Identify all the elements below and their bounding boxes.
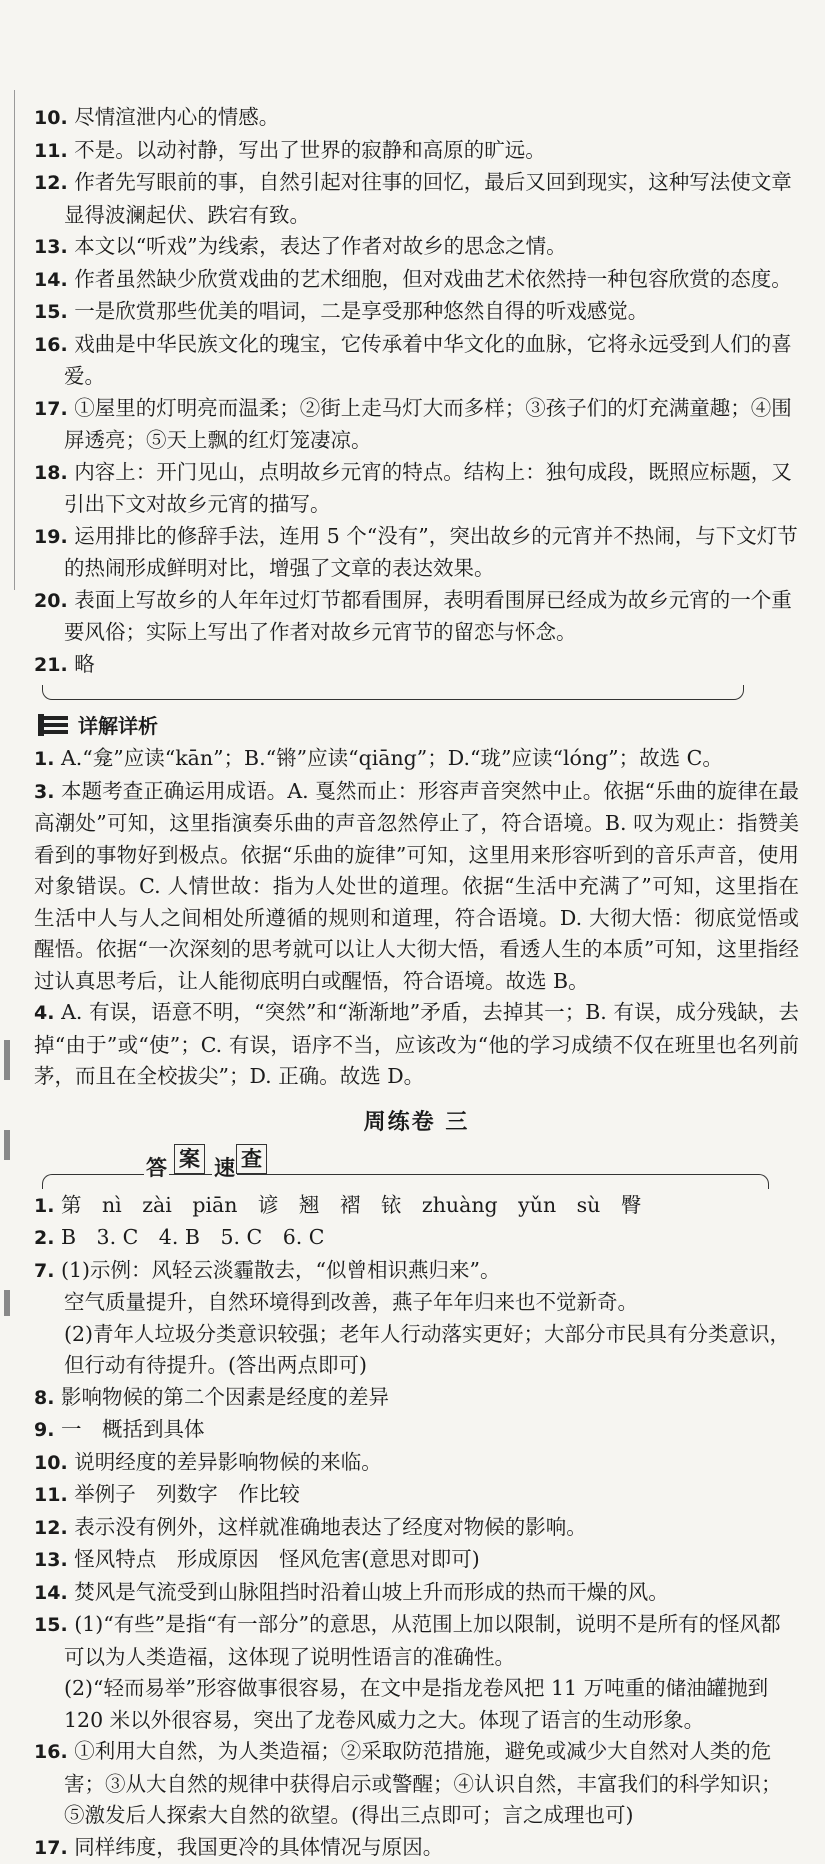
list-item [34, 102, 799, 135]
item-text: 作者虽然缺少欣赏戏曲的艺术细胞，但对戏曲艺术依然持一种包容欣赏的态度。 [74, 267, 792, 291]
item-line: 影响物候的第二个因素是经度的差异 [61, 1385, 389, 1409]
item-text: 戏曲是中华民族文化的瑰宝，它传承着中华文化的血脉，它将永远受到人们的喜爱。 [64, 332, 792, 389]
item-line: 空气质量提升，自然环境得到改善，燕子年年归来也不觉新奇。 [64, 1287, 799, 1319]
item-text: 一是欣赏那些优美的唱词，二是享受那种悠然自得的听戏感觉。 [74, 299, 648, 323]
item-number: 17. [34, 1837, 68, 1859]
detail-paragraph [34, 776, 799, 998]
detail-paragraph [34, 997, 799, 1093]
list-icon [38, 714, 68, 736]
list-item [34, 649, 799, 682]
item-text: 运用排比的修辞手法，连用 5 个“没有”，突出故乡的元宵并不热闹，与下文灯节的热闹形成鲜明对比，增强了文章的表达效果。 [64, 524, 798, 581]
detail-section [34, 743, 799, 1093]
paragraph-text: 本题考查正确运用成语。A. 戛然而止：形容声音突然中止。依据“乐曲的旋律在最高潮处”可知，这里指演奏乐曲的声音忽然停止了，符合语境。B. 叹为观止：指赞美看到的事物好到极点。依据“乐曲的旋律”可知，这里用来形容听到的音乐声音，使用对象错误。C. 人情世故：指为人处世的道理。依据“生活中充满了”可知，这里指在生活中人与人之间相处所遵循的规则和道理，符合语境。D. 大彻大悟：彻底觉悟或醒悟。依据“一次深刻的思考就可以让人大彻大悟，看透人生的本质”可知，这里指经过认真思考后，让人能彻底明白或醒悟，符合语境。故选 B。 [34, 779, 799, 993]
week-title: 周练卷 三 [34, 1105, 799, 1136]
item-line: 第 nì zài piān 谚 翘 褶 铱 zhuàng yǔn sù 臀 [61, 1193, 641, 1217]
item-number: 2. [34, 1227, 54, 1249]
item-line: 表示没有例外，这样就准确地表达了经度对物候的影响。 [74, 1515, 587, 1539]
list-item [34, 1255, 799, 1382]
item-text: 内容上：开门见山，点明故乡元宵的特点。结构上：独句成段，既照应标题，又引出下文对故乡元宵的描写。 [64, 460, 792, 517]
binding-line [14, 90, 15, 590]
item-number: 15. [34, 1614, 68, 1636]
list-item [34, 1222, 799, 1255]
item-number: 14. [34, 269, 68, 291]
item-number: 14. [34, 1582, 68, 1604]
item-number: 13. [34, 236, 68, 258]
detail-paragraph [34, 743, 799, 776]
item-number: 15. [34, 301, 68, 323]
item-number: 9. [34, 1419, 54, 1441]
item-number: 1. [34, 748, 54, 770]
item-number: 20. [34, 590, 68, 612]
item-number: 11. [34, 1484, 68, 1506]
item-number: 17. [34, 398, 68, 420]
item-number: 13. [34, 1549, 68, 1571]
binding-mark [4, 1290, 10, 1316]
section-answers-previous [34, 102, 799, 681]
item-number: 1. [34, 1195, 54, 1217]
binding-mark [4, 1040, 10, 1080]
item-text: ①屋里的灯明亮而温柔；②街上走马灯大而多样；③孩子们的灯充满童趣；④围屏透亮；⑤天上飘的红灯笼凄凉。 [64, 396, 792, 453]
list-item [34, 585, 799, 649]
item-text: 尽情渲泄内心的情感。 [74, 105, 279, 129]
item-text: 表面上写故乡的人年年过灯节都看围屏，表明看围屏已经成为故乡元宵的一个重要风俗；实际上写出了作者对故乡元宵节的留恋与怀念。 [64, 588, 792, 645]
item-line: 怪风特点 形成原因 怪风危害(意思对即可) [74, 1547, 480, 1571]
list-item [34, 1414, 799, 1447]
item-line: ①利用大自然，为人类造福；②采取防范措施，避免或减少大自然对人类的危害；③从大自然的规律中获得启示或警醒；④认识自然，丰富我们的科学知识；⑤激发后人探索大自然的欲望。(得出三点即可；言之成理也可) [64, 1739, 782, 1827]
item-number: 4. [34, 1002, 54, 1024]
list-item [34, 329, 799, 393]
list-item [34, 1832, 799, 1864]
list-item [34, 521, 799, 585]
list-item [34, 457, 799, 521]
answer-label-4: 查 [236, 1144, 267, 1174]
section-bracket [42, 685, 744, 700]
item-number: 18. [34, 462, 68, 484]
list-item [34, 1190, 799, 1223]
item-number: 8. [34, 1387, 54, 1409]
section-answers-week3 [34, 1190, 799, 1864]
answer-page [34, 102, 799, 1864]
paragraph-text: A.“龛”应读“kān”；B.“锵”应读“qiāng”；D.“珑”应读“lóng”；故选 C。 [54, 746, 722, 770]
list-item [34, 1736, 799, 1832]
paragraph-text: A. 有误，语意不明，“突然”和“渐渐地”矛盾，去掉其一；B. 有误，成分残缺，去掉“由于”或“使”；C. 有误，语序不当，应该改为“他的学习成绩不仅在班里也名列前茅，而且在全校拔尖”；D. 正确。故选 D。 [34, 1000, 799, 1088]
list-item [34, 1479, 799, 1512]
item-line: (1)“有些”是指“有一部分”的意思，从范围上加以限制，说明不是所有的怪风都可以为人类造福，这体现了说明性语言的准确性。 [64, 1612, 781, 1669]
item-number: 21. [34, 654, 68, 676]
list-item [34, 393, 799, 457]
item-number: 12. [34, 172, 68, 194]
item-line: 说明经度的差异影响物候的来临。 [74, 1450, 382, 1474]
list-item [34, 1577, 799, 1610]
item-number: 11. [34, 140, 68, 162]
item-text: 本文以“听戏”为线索，表达了作者对故乡的思念之情。 [74, 234, 566, 258]
answer-quick-check-header [34, 1144, 799, 1188]
item-number: 19. [34, 526, 68, 548]
answer-label-1: 答 [144, 1152, 169, 1182]
item-line: 一 概括到具体 [61, 1417, 205, 1441]
binding-mark [4, 1130, 10, 1160]
list-item [34, 296, 799, 329]
list-item [34, 264, 799, 297]
list-item [34, 231, 799, 264]
detail-header [38, 710, 799, 739]
list-item [34, 1512, 799, 1545]
list-item [34, 1609, 799, 1736]
list-item [34, 1447, 799, 1480]
item-number: 7. [34, 1260, 54, 1282]
item-line: B 3. C 4. B 5. C 6. C [61, 1225, 325, 1249]
item-text: 不是。以动衬静，写出了世界的寂静和高原的旷远。 [74, 138, 546, 162]
item-number: 12. [34, 1517, 68, 1539]
list-item [34, 167, 799, 231]
answer-label-3: 速 [212, 1152, 237, 1182]
item-number: 16. [34, 334, 68, 356]
item-line: 焚风是气流受到山脉阻挡时沿着山坡上升而形成的热而干燥的风。 [74, 1580, 669, 1604]
item-number: 3. [34, 781, 54, 803]
item-line: (1)示例：风轻云淡霾散去，“似曾相识燕归来”。 [61, 1258, 501, 1282]
detail-title: 详解详析 [78, 710, 158, 739]
list-item [34, 1382, 799, 1415]
item-line: (2)“轻而易举”形容做事很容易，在文中是指龙卷风把 11 万吨重的储油罐抛到 120 米以外很容易，突出了龙卷风威力之大。体现了语言的生动形象。 [64, 1673, 799, 1736]
item-number: 16. [34, 1741, 68, 1763]
item-number: 10. [34, 1452, 68, 1474]
item-line: 同样纬度，我国更冷的具体情况与原因。 [74, 1835, 443, 1859]
item-line: 举例子 列数字 作比较 [74, 1482, 300, 1506]
item-text: 作者先写眼前的事，自然引起对往事的回忆，最后又回到现实，这种写法使文章显得波澜起伏、跌宕有致。 [64, 170, 792, 227]
item-text: 略 [74, 652, 95, 676]
item-number: 10. [34, 107, 68, 129]
list-item [34, 1544, 799, 1577]
answer-label-2: 案 [174, 1144, 205, 1174]
item-line: (2)青年人垃圾分类意识较强；老年人行动落实更好；大部分市民具有分类意识，但行动有待提升。(答出两点即可) [64, 1319, 799, 1382]
list-item [34, 135, 799, 168]
